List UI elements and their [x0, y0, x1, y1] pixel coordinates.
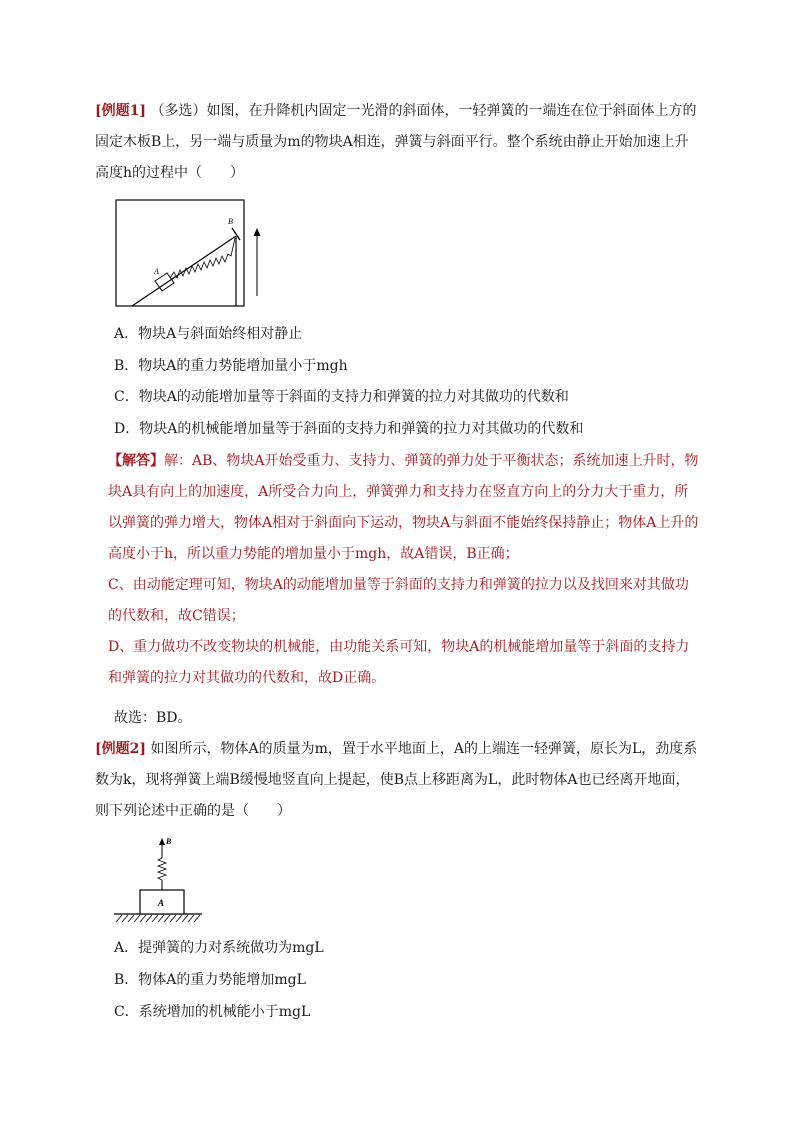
example1-option-b: B．物块A的重力势能增加量小于mgh [114, 358, 348, 374]
solution-p2: C、由动能定理可知，物块A的动能增加量等于斜面的支持力和弹簧的拉力以及找回来对其做功的代数和，故C错误； [108, 577, 689, 624]
example1-question [95, 96, 700, 189]
solution-p3: D、重力做功不改变物块的机械能，由功能关系可知，物块A的机械能增加量等于斜面的支持力和弹簧的拉力对其做功的代数和，故D正确。 [108, 639, 690, 686]
elevator-box [116, 200, 244, 306]
example2-figure-label-a: A [158, 898, 165, 908]
incline-slope [132, 236, 236, 306]
example1-figure-label-a: A [154, 267, 159, 276]
example2-option-a: A．提弹簧的力对系统做功为mgL [114, 940, 324, 956]
solution-conclusion: 故选：BD。 [114, 710, 192, 726]
arrow-up-icon [159, 838, 165, 845]
example2-option-c: C．系统增加的机械能小于mgL [114, 1004, 311, 1020]
example1-solution [108, 446, 700, 694]
example1-option-c: C．物块A的动能增加量等于斜面的支持力和弹簧的拉力对其做功的代数和 [114, 389, 569, 405]
ground-hatch [116, 915, 200, 922]
arrow-up-icon [254, 228, 261, 236]
solution-label: 【解答】 [108, 453, 164, 469]
solution-p1: 解：AB、物块A开始受重力、支持力、弹簧的弹力处于平衡状态；系统加速上升时，物块A具有向上的加速度，A所受合力向上，弹簧弹力和支持力在竖直方向上的分力大于重力，所以弹簧的弹力增大，物体A相对于斜面向下运动，物块A与斜面不能始终保持静止；物体A上升的高度小于h，所以重力势能的增加量小于mgh，故A错误，B正确； [108, 453, 699, 562]
example1-text: （多选）如图，在升降机内固定一光滑的斜面体，一轻弹簧的一端连在位于斜面体上方的固定木板B上，另一端与质量为m的物块A相连，弹簧与斜面平行。整个系统由静止开始加速上升高度h的过程中（ ） [95, 103, 697, 181]
example2-tag: [例题2] [95, 741, 146, 757]
example1-option-d: D．物块A的机械能增加量等于斜面的支持力和弹簧的拉力对其做功的代数和 [114, 421, 584, 437]
example2-question [95, 734, 700, 827]
example1-option-a: A．物块A与斜面始终相对静止 [114, 326, 303, 342]
example2-figure-label-b: B [166, 837, 172, 846]
example2-figure [112, 832, 208, 924]
example2-text: 如图所示，物体A的质量为m，置于水平地面上，A的上端连一轻弹簧，原长为L，劲度系数为k，现将弹簧上端B缓慢地竖直向上提起，使B点上移距离为L，此时物体A也已经离开地面，则下列论述中正确的是（ ） [95, 741, 698, 819]
spring [158, 858, 166, 880]
example1-figure-label-b: B [228, 217, 233, 226]
example1-figure [114, 198, 274, 310]
example2-option-b: B．物体A的重力势能增加mgL [114, 972, 306, 988]
example1-tag: [例题1] [95, 103, 146, 119]
